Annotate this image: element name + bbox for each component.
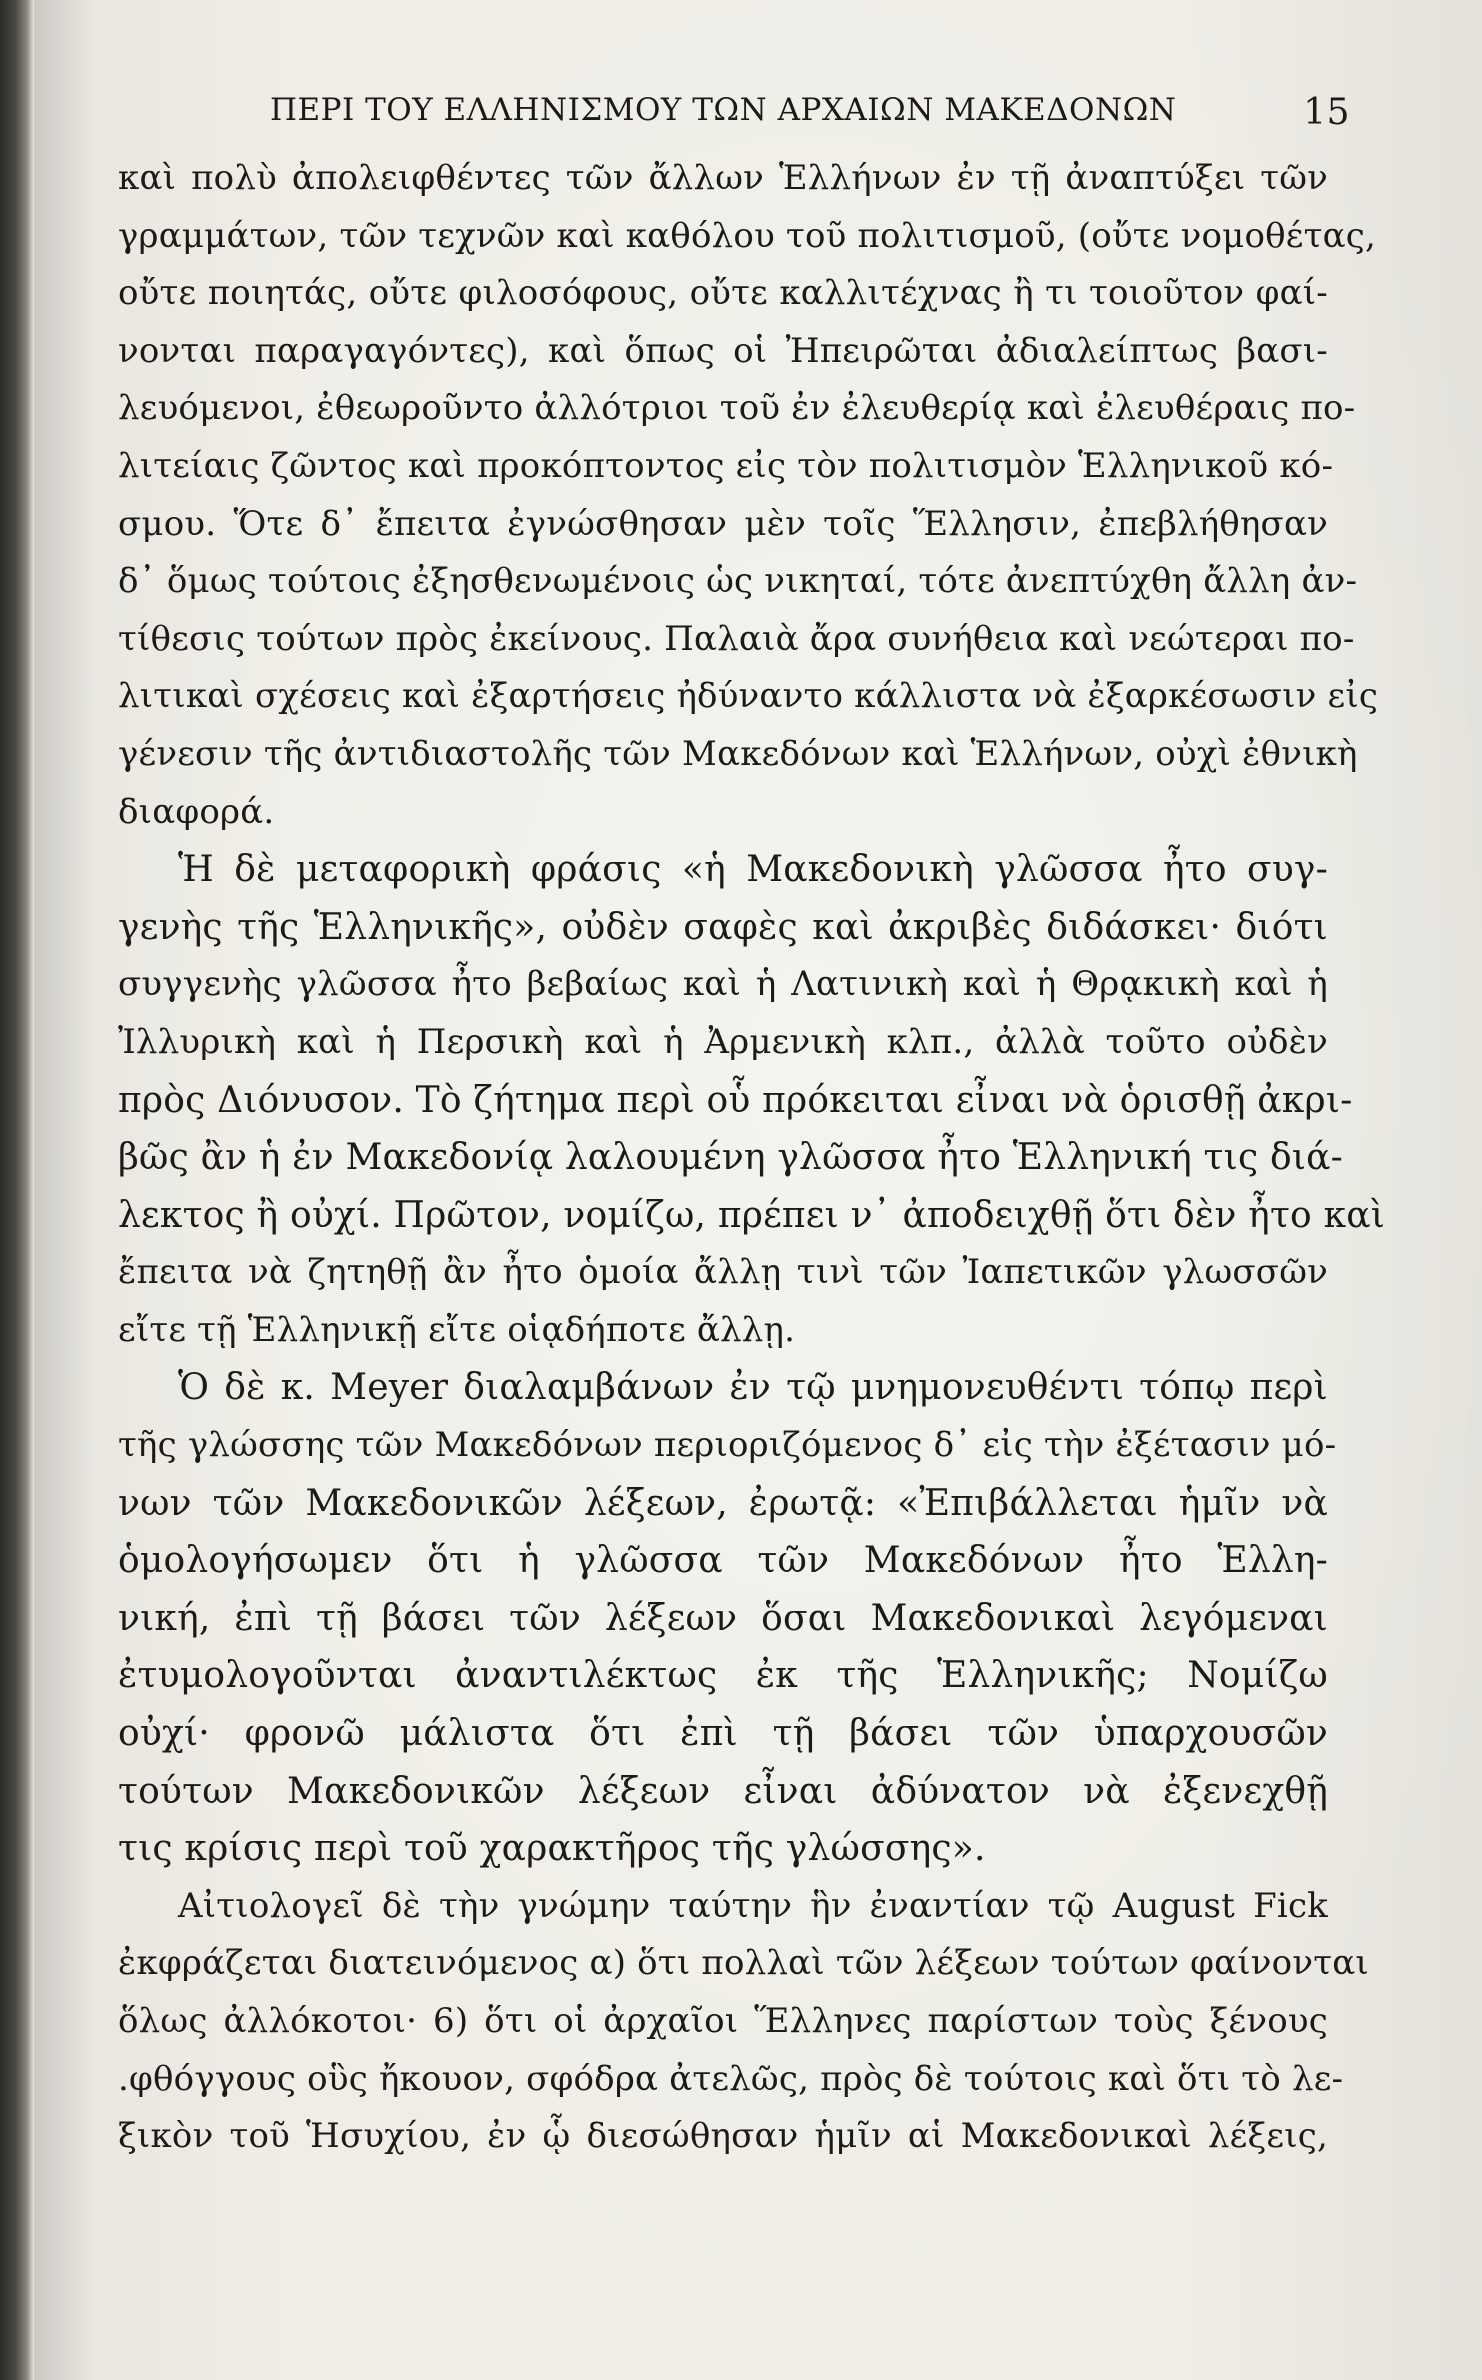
text-line: τούτων Μακεδονικῶν λέξεων εἶναι ἀδύνατον νὰ ἐξενεχθῇ	[118, 1770, 1328, 1812]
paragraph-start-line: Αἰτιολογεῖ δὲ τὴν γνώμην ταύτην ἣν ἐναντίαν τῷ August Fick	[178, 1885, 1328, 1926]
text-line: σμου. Ὅτε δ᾿ ἔπειτα ἐγνώσθησαν μὲν τοῖς Ἕλλησιν, ἐπεβλήθησαν	[118, 503, 1328, 544]
binding-shadow	[34, 0, 94, 2380]
text-line: λεκτος ἢ οὐχί. Πρῶτον, νομίζω, πρέπει ν᾿ ἀποδειχθῇ ὅτι δὲν ἦτο καὶ	[118, 1194, 1386, 1236]
text-line: τίθεσις τούτων πρὸς ἐκείνους. Παλαιὰ ἄρα συνήθεια καὶ νεώτεραι πο-	[118, 618, 1355, 659]
text-line: Ἰλλυρικὴ καὶ ἡ Περσικὴ καὶ ἡ Ἀρμενικὴ κλπ., ἀλλὰ τοῦτο οὐδὲν	[118, 1021, 1328, 1062]
text-line: ὁμολογήσωμεν ὅτι ἡ γλῶσσα τῶν Μακεδόνων ἦτο Ἑλλη-	[118, 1540, 1328, 1582]
text-line: νων τῶν Μακεδονικῶν λέξεων, ἐρωτᾷ: «Ἐπιβάλλεται ἡμῖν νὰ	[118, 1482, 1328, 1524]
text-line: τις κρίσις περὶ τοῦ χαρακτῆρος τῆς γλώσσης».	[118, 1828, 986, 1870]
page-number: 15	[1303, 92, 1350, 133]
text-line: ὅλως ἀλλόκοτοι· 6) ὅτι οἱ ἀρχαῖοι Ἕλληνες παρίστων τοὺς ξένους	[118, 2001, 1328, 2041]
text-line: ἐκφράζεται διατεινόμενος α) ὅτι πολλαὶ τῶν λέξεων τούτων φαίνονται	[118, 1943, 1369, 1984]
text-line: νική, ἐπὶ τῇ βάσει τῶν λέξεων ὅσαι Μακεδονικαὶ λεγόμεναι	[118, 1597, 1328, 1639]
text-line: ἐτυμολογοῦνται ἀναντιλέκτως ἐκ τῆς Ἑλληνικῆς; Νομίζω	[118, 1655, 1328, 1697]
text-line: τῆς γλώσσης τῶν Μακεδόνων περιοριζόμενος δ᾿ εἰς τὴν ἐξέτασιν μό-	[118, 1425, 1337, 1466]
text-line: νονται παραγαγόντες), καὶ ὅπως οἱ Ἠπειρῶται ἀδιαλείπτως βασι-	[118, 330, 1328, 371]
text-line: εἴτε τῇ Ἑλληνικῇ εἴτε οἱᾳδήποτε ἄλλῃ.	[118, 1309, 796, 1350]
text-line: γραμμάτων, τῶν τεχνῶν καὶ καθόλου τοῦ πολιτισμοῦ, (οὔτε νομοθέτας,	[118, 215, 1377, 256]
text-line: ἔπειτα νὰ ζητηθῇ ἂν ἦτο ὁμοία ἄλλῃ τινὶ τῶν Ἰαπετικῶν γλωσσῶν	[118, 1252, 1328, 1293]
paragraph-start-line: Ὁ δὲ κ. Meyer διαλαμβάνων ἐν τῷ μνημονευθέντι τόπῳ περὶ	[178, 1367, 1328, 1409]
text-line: οὐχί· φρονῶ μάλιστα ὅτι ἐπὶ τῇ βάσει τῶν ὑπαρχουσῶν	[118, 1713, 1328, 1755]
text-line: γενὴς τῆς Ἑλληνικῆς», οὐδὲν σαφὲς καὶ ἀκριβὲς διδάσκει· διότι	[118, 906, 1328, 948]
text-line: λιτικαὶ σχέσεις καὶ ἐξαρτήσεις ἠδύναντο κάλλιστα νὰ ἐξαρκέσωσιν εἰς	[118, 676, 1379, 717]
running-head	[270, 92, 1350, 142]
text-line: λιτείαις ζῶντος καὶ προκόπτοντος εἰς τὸν πολιτισμὸν Ἑλληνικοῦ κό-	[118, 445, 1334, 486]
paragraph-start-line: Ἡ δὲ μεταφορικὴ φράσις «ἡ Μακεδονικὴ γλῶσσα ἦτο συγ-	[178, 849, 1328, 891]
text-line: διαφορά.	[118, 791, 275, 832]
text-line: .φθόγγους οὓς ἤκουον, σφόδρα ἀτελῶς, πρὸς δὲ τούτοις καὶ ὅτι τὸ λε-	[118, 2058, 1344, 2099]
text-line: γένεσιν τῆς ἀντιδιαστολῆς τῶν Μακεδόνων καὶ Ἑλλήνων, οὐχὶ ἐθνικὴ	[118, 733, 1358, 774]
text-line: ξικὸν τοῦ Ἡσυχίου, ἐν ᾧ διεσώθησαν ἡμῖν αἱ Μακεδονικαὶ λέξεις,	[118, 2116, 1328, 2157]
text-line: συγγενὴς γλῶσσα ἦτο βεβαίως καὶ ἡ Λατινικὴ καὶ ἡ Θρᾳκικὴ καὶ ἡ	[118, 964, 1328, 1005]
text-line: οὔτε ποιητάς, οὔτε φιλοσόφους, οὔτε καλλιτέχνας ἢ τι τοιοῦτον φαί-	[118, 273, 1328, 314]
text-line: λευόμενοι, ἐθεωροῦντο ἀλλότριοι τοῦ ἐν ἐλευθερίᾳ καὶ ἐλευθέραις πο-	[118, 388, 1356, 429]
binding-edge	[0, 0, 34, 2380]
text-line: πρὸς Διόνυσον. Τὸ ζήτημα περὶ οὗ πρόκειται εἶναι νὰ ὁρισθῇ ἀκρι-	[118, 1079, 1353, 1121]
running-title: ΠΕΡΙ ΤΟΥ ΕΛΛΗΝΙΣΜΟΥ ΤΩΝ ΑΡΧΑΙΩΝ ΜΑΚΕΔΟΝΩΝ	[270, 92, 1177, 128]
text-line: δ᾿ ὅμως τούτοις ἐξησθενωμένοις ὡς νικηταί, τότε ἀνεπτύχθη ἄλλη ἀν-	[118, 561, 1358, 602]
text-line: βῶς ἂν ἡ ἐν Μακεδονίᾳ λαλουμένη γλῶσσα ἦτο Ἑλληνική τις διά-	[118, 1137, 1344, 1179]
body-text	[118, 150, 1386, 2166]
text-line: καὶ πολὺ ἀπολειφθέντες τῶν ἄλλων Ἑλλήνων ἐν τῇ ἀναπτύξει τῶν	[118, 158, 1328, 198]
